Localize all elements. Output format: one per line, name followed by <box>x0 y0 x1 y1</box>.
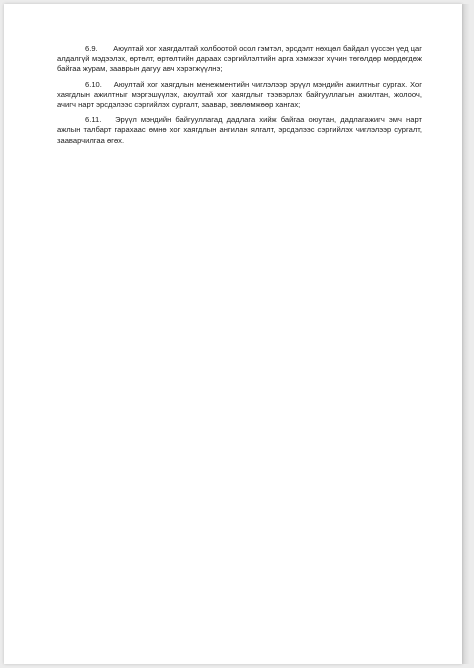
paragraph-text: Аюултай хог хаягдлын менежментийн чиглэлээр эрүүл мэндийн ажилтныг сургах. Хог хаягдлын ажилтныг мэргэшүүлэх, аюултай хог хаягдлыг тээвэрлэх байгууллагын ажилтан, жолооч, ачигч нарт эрсдэлээс сэргийлэх сургалт, заавар, зөвлөмжөөр хангах; <box>57 79 422 110</box>
page-edge-shadow <box>462 4 470 664</box>
paragraph-number: 6.11. <box>85 115 102 125</box>
paragraph-6-10 <box>57 80 422 111</box>
paragraph-number: 6.9. <box>85 44 98 53</box>
paragraph-6-11 <box>57 115 422 146</box>
paragraph-6-9 <box>57 44 422 75</box>
paragraph-text: Эрүүл мэндийн байгууллагад дадлага хийж байгаа оюутан, дадлагажигч эмч нарт ажлын талбарт гарахаас өмнө хог хаягдлын ангилан ялгалт, эрсдэлээс сэргийлэх чиглэлээр сургалт, зааварчилгаа өгөх. <box>57 115 422 145</box>
paragraph-number: 6.10. <box>85 79 102 89</box>
document-body <box>57 44 422 151</box>
paragraph-text: Аюултай хог хаягдалтай холбоотой осол гэмтэл, эрсдэлт нөхцөл байдал үүссэн үед цаг алдалгүй мэдээлэх, өртөлт, өртөлтийн дараах сэргийлэлтийн арга хэмжээг хүчин төгөлдөр мөрдөгдөж байгаа журам, зааврын дагуу авч хэрэгжүүлнэ; <box>57 44 422 74</box>
